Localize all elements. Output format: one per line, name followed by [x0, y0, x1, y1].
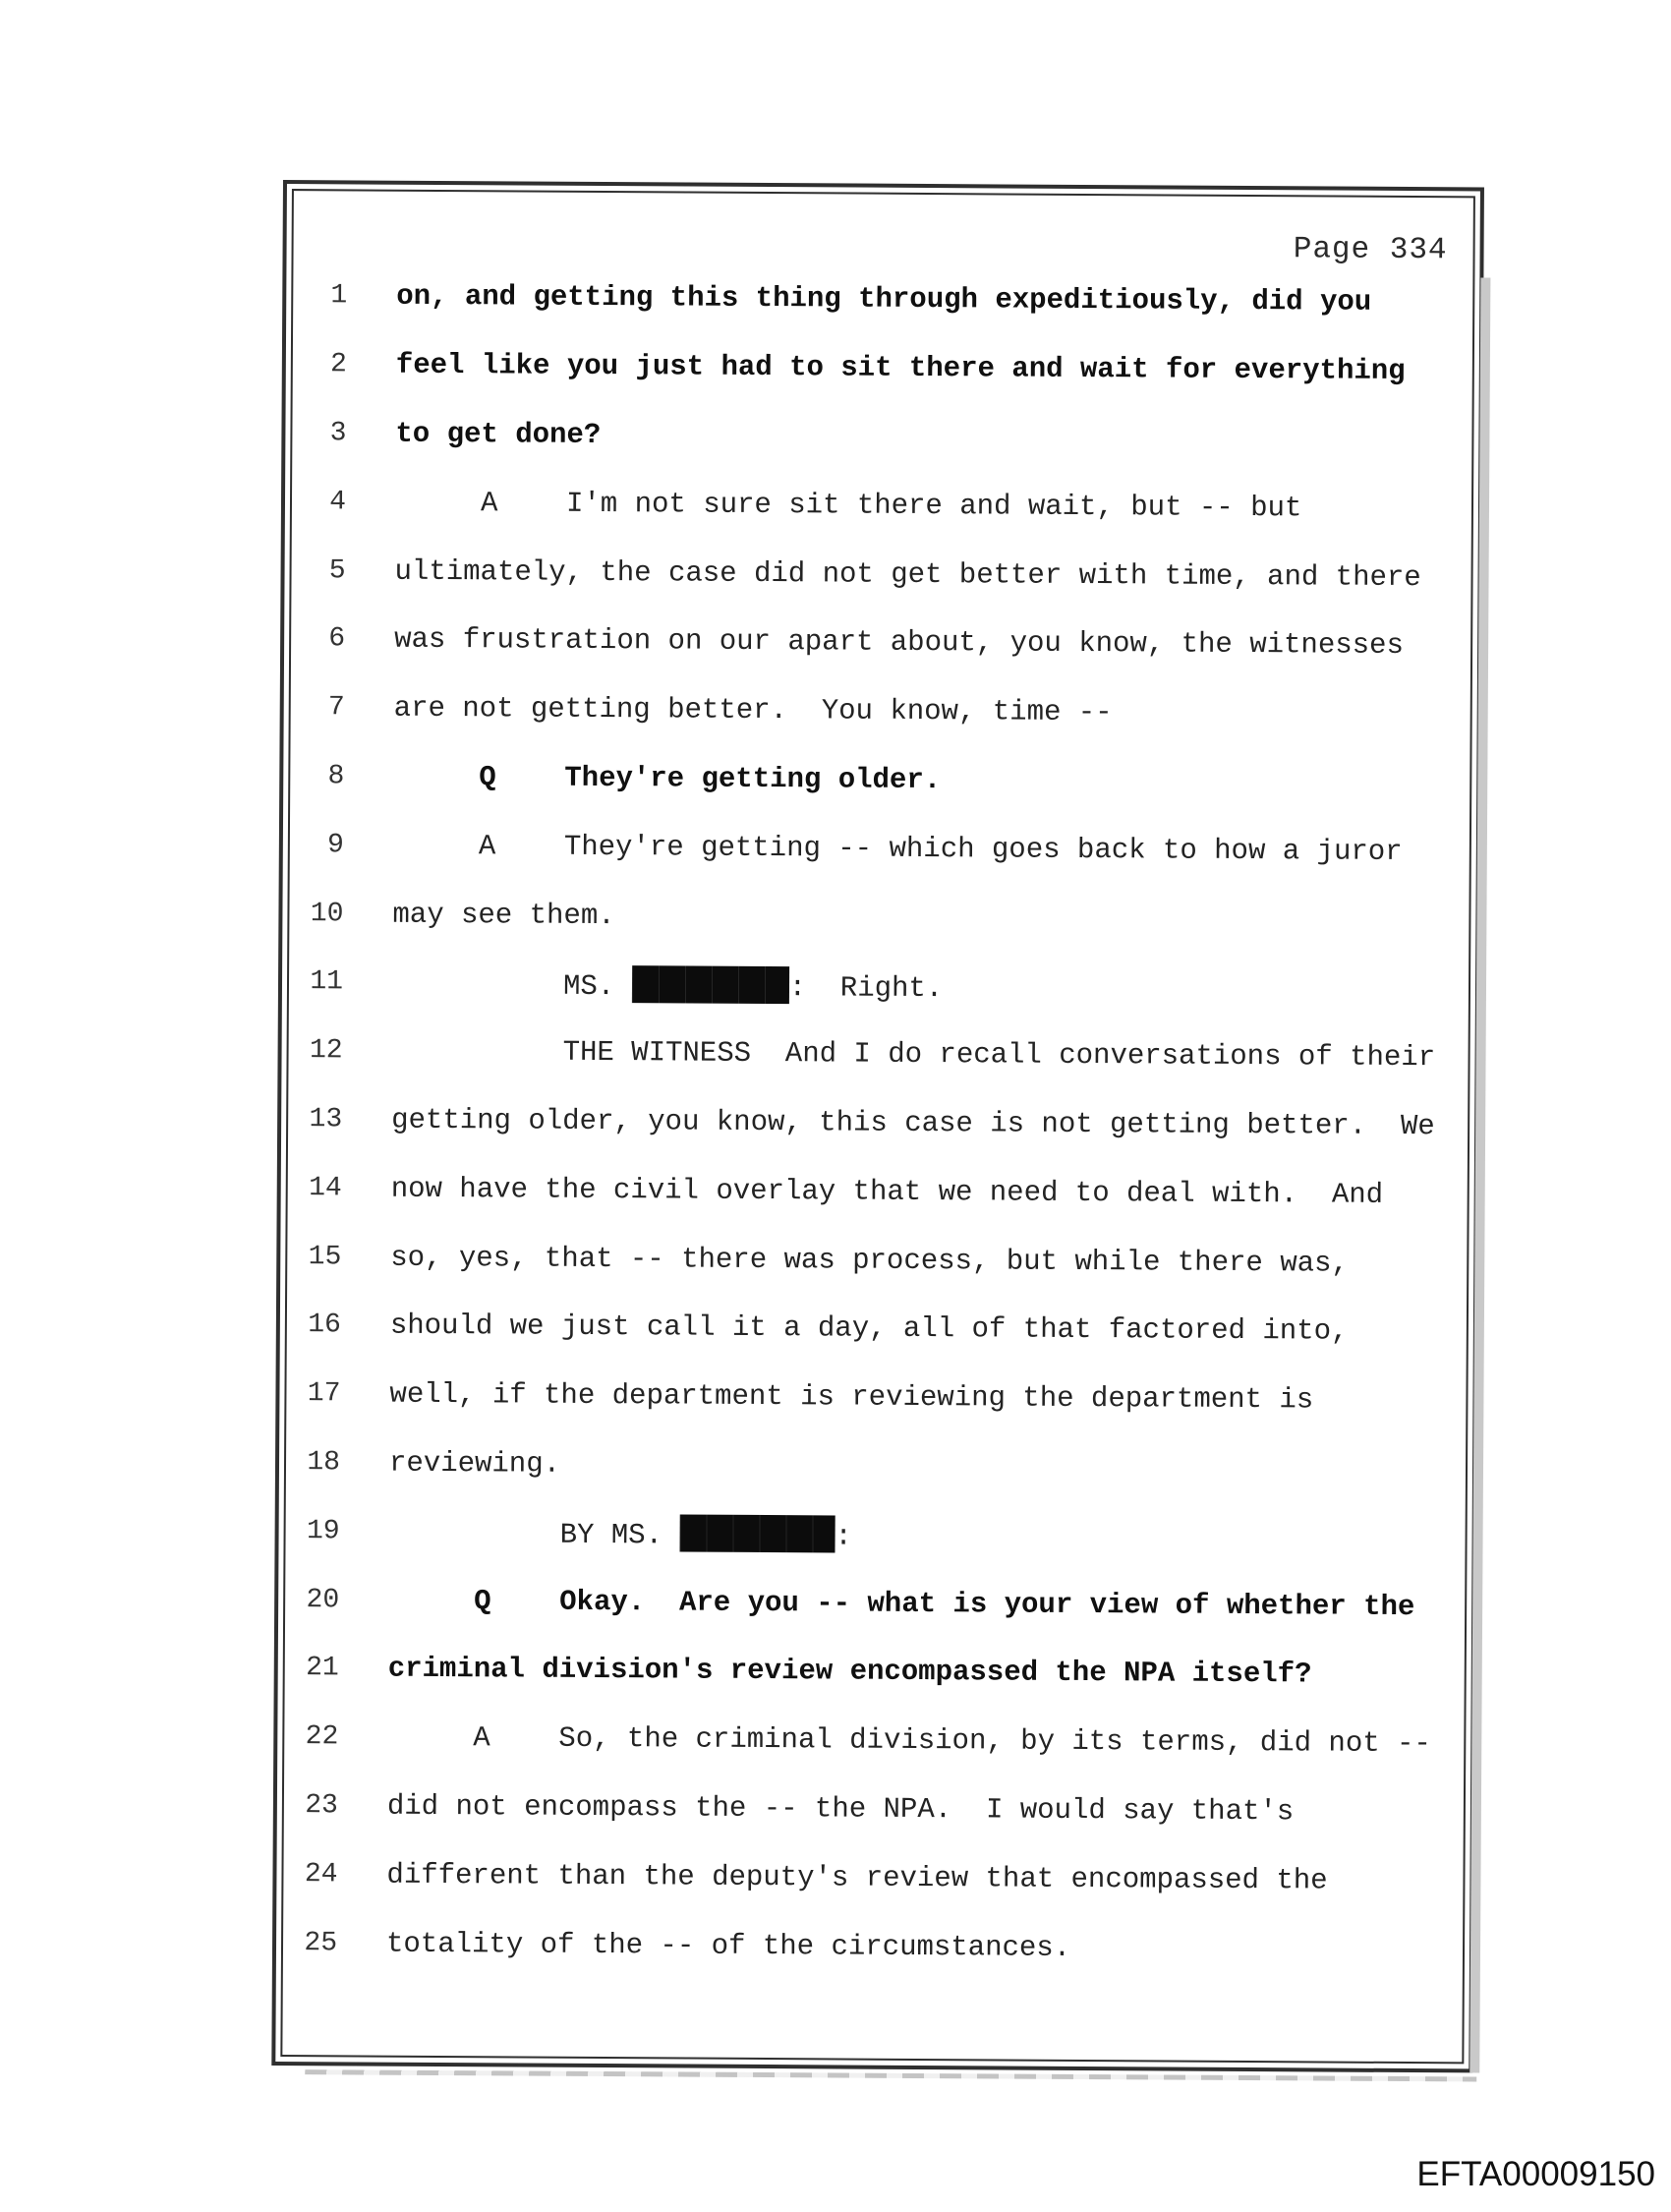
- line-text: [386, 1927, 1070, 1963]
- line-text-segment: getting older, you know, this case is not getting better. We: [391, 1103, 1435, 1143]
- line-number: 6: [328, 623, 346, 655]
- line-text-segment: different than the deputy's review that encompassed the: [386, 1858, 1328, 1897]
- transcript-line: [302, 399, 1460, 475]
- transcript-page: [271, 180, 1484, 2072]
- transcript-line: [300, 810, 1458, 886]
- line-text: [395, 418, 601, 451]
- line-text: [393, 829, 1403, 867]
- line-number: 2: [329, 349, 347, 380]
- line-text-segment: criminal division's review encompassed the NPA itself?: [387, 1653, 1312, 1691]
- transcript-line: [295, 1634, 1453, 1710]
- line-text: [389, 1447, 560, 1481]
- line-text-segment: on, and getting this thing through expeditiously, did you: [396, 280, 1372, 320]
- line-text-segment: may see them.: [392, 898, 615, 932]
- transcript-line: [301, 673, 1459, 749]
- redaction-box: [632, 965, 789, 1004]
- line-number: 18: [307, 1447, 341, 1479]
- line-text: [391, 1172, 1384, 1210]
- line-text-segment: now have the civil overlay that we need to deal with. And: [390, 1172, 1384, 1211]
- transcript-body: [293, 262, 1462, 1984]
- line-text: [387, 1790, 1295, 1829]
- line-text: [394, 692, 1113, 728]
- transcript-line: [294, 1772, 1452, 1847]
- line-text-segment: : Right.: [788, 971, 944, 1005]
- line-text-segment: so, yes, that -- there was process, but while there was,: [390, 1241, 1349, 1280]
- line-text-segment: well, if the department is reviewing the department is: [389, 1377, 1314, 1417]
- line-text: [390, 1241, 1349, 1279]
- transcript-line: [293, 1839, 1451, 1915]
- transcript-line: [294, 1703, 1452, 1778]
- line-text-segment: reviewing.: [388, 1446, 561, 1481]
- line-text: [391, 1104, 1435, 1142]
- redaction-box: [679, 1515, 835, 1553]
- transcript-line: [303, 330, 1461, 406]
- transcript-line: [299, 948, 1457, 1023]
- transcript-line: [300, 742, 1458, 818]
- transcript-line: [296, 1360, 1454, 1435]
- transcript-line: [298, 1017, 1456, 1092]
- line-text-segment: MS.: [391, 968, 632, 1004]
- line-text: [392, 964, 944, 1005]
- line-text-segment: did not encompass the -- the NPA. I would say that's: [386, 1789, 1295, 1829]
- line-number: 22: [305, 1721, 339, 1753]
- transcript-line: [295, 1565, 1453, 1641]
- line-text: [396, 280, 1371, 319]
- line-text: [388, 1653, 1312, 1691]
- line-number: 25: [304, 1927, 338, 1958]
- line-text: [388, 1513, 851, 1553]
- line-text: [387, 1721, 1431, 1760]
- transcript-line: [301, 605, 1459, 680]
- line-number: 8: [327, 761, 345, 792]
- line-text-segment: to get done?: [395, 417, 602, 451]
- line-text: [389, 1378, 1313, 1417]
- transcript-line: [297, 1222, 1455, 1298]
- line-text-segment: totality of the -- of the circumstances.: [385, 1927, 1071, 1964]
- line-text: [390, 1310, 1349, 1348]
- line-text-segment: Q Okay. Are you -- what is your view of whether the: [388, 1584, 1415, 1623]
- line-text-segment: A I'm not sure sit there and wait, but -- but: [394, 486, 1302, 525]
- transcript-line: [301, 536, 1459, 611]
- line-text-segment: Q They're getting older.: [393, 760, 942, 797]
- line-text-segment: ultimately, the case did not get better with time, and there: [394, 554, 1421, 594]
- line-number: 11: [310, 966, 344, 998]
- line-text: [395, 486, 1302, 524]
- line-number: 4: [329, 487, 347, 518]
- transcript-line: [303, 262, 1461, 337]
- line-number: 24: [304, 1858, 338, 1891]
- line-number: 21: [306, 1653, 339, 1684]
- line-number: 5: [328, 554, 346, 586]
- line-number: 10: [310, 898, 344, 929]
- line-number: 23: [305, 1790, 338, 1822]
- scan-smudge-bottom: [305, 2069, 1476, 2081]
- line-text-segment: feel like you just had to sit there and wait for everything: [395, 348, 1406, 388]
- line-text-segment: A They're getting -- which goes back to how a juror: [392, 829, 1403, 868]
- line-number: 17: [307, 1378, 341, 1410]
- line-number: 12: [309, 1035, 343, 1067]
- transcript-line: [299, 879, 1457, 955]
- line-text-segment: A So, the criminal division, by its terms, did not --: [387, 1720, 1431, 1761]
- transcript-line: [296, 1428, 1454, 1504]
- line-number: 13: [309, 1104, 343, 1135]
- transcript-line: [302, 468, 1460, 544]
- line-text-segment: are not getting better. You know, time --: [393, 691, 1113, 729]
- line-text: [392, 898, 614, 931]
- line-text: [393, 761, 941, 796]
- line-text-segment: BY MS.: [388, 1517, 680, 1552]
- page-inner-border: [280, 189, 1475, 2064]
- line-number: 14: [309, 1172, 342, 1204]
- transcript-line: [295, 1496, 1453, 1572]
- transcript-line: [293, 1908, 1451, 1984]
- line-text: [396, 349, 1406, 387]
- line-number: 7: [327, 692, 345, 724]
- line-number: 9: [326, 830, 344, 861]
- line-text-segment: THE WITNESS And I do recall conversations of their: [391, 1034, 1436, 1075]
- line-number: 20: [306, 1584, 340, 1615]
- line-text: [391, 1035, 1435, 1074]
- line-number: 1: [330, 280, 348, 312]
- page-number-label: Page 334: [1293, 232, 1448, 268]
- line-number: 15: [308, 1241, 342, 1272]
- line-text-segment: was frustration on our apart about, you know, the witnesses: [394, 623, 1405, 663]
- line-text: [394, 554, 1420, 593]
- transcript-line: [298, 1085, 1456, 1161]
- transcript-line: [297, 1291, 1455, 1367]
- line-text: [388, 1584, 1414, 1622]
- transcript-line: [298, 1153, 1456, 1229]
- line-text: [394, 623, 1404, 662]
- line-number: 16: [308, 1310, 341, 1341]
- bates-number: EFTA00009150: [1416, 2155, 1655, 2193]
- line-number: 3: [329, 418, 347, 449]
- line-text-segment: :: [835, 1520, 852, 1553]
- line-text-segment: should we just call it a day, all of that factored into,: [389, 1310, 1349, 1348]
- line-text: [386, 1858, 1327, 1896]
- line-number: 19: [306, 1515, 340, 1547]
